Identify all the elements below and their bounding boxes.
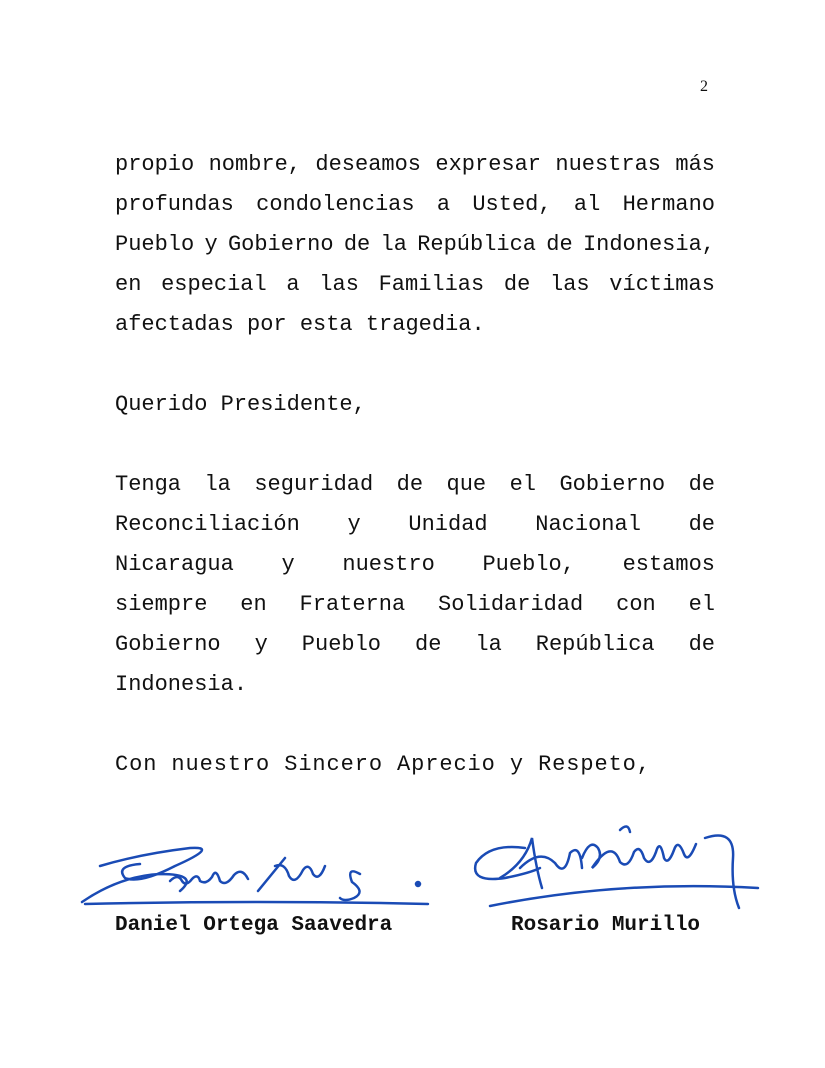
closing: Con nuestro Sincero Aprecio y Respeto, [115, 752, 651, 777]
word: Gobierno [115, 632, 221, 657]
word: y [347, 512, 361, 537]
word: de [343, 232, 371, 257]
word: la [380, 232, 407, 257]
word: de [503, 272, 531, 297]
body-line [115, 512, 715, 538]
word: Reconciliación [115, 512, 300, 537]
word: República [535, 632, 655, 657]
word: a [436, 192, 451, 217]
word: de [688, 472, 715, 497]
word: República [417, 232, 537, 257]
body-line [115, 152, 715, 178]
word: seguridad [254, 472, 374, 497]
word: Pueblo, [482, 552, 575, 577]
body-line [115, 232, 715, 258]
word: de [396, 472, 424, 497]
signature-rosario-murillo [470, 818, 770, 912]
word: Familias [378, 272, 485, 297]
word: de [688, 632, 715, 657]
body-line: afectadas por esta tragedia. [115, 312, 485, 337]
body-line [115, 272, 715, 298]
word: Usted, [472, 192, 552, 217]
word: Unidad [408, 512, 488, 537]
word: a [286, 272, 300, 297]
word: Gobierno [559, 472, 666, 497]
word: el [688, 592, 715, 617]
word: de [688, 512, 715, 537]
word: nuestro [342, 552, 435, 577]
word: la [475, 632, 502, 657]
signatory-name: Rosario Murillo [511, 914, 701, 937]
word: propio [115, 152, 195, 177]
word: Pueblo [115, 232, 195, 257]
word: Indonesia, [582, 232, 715, 257]
word: víctimas [609, 272, 715, 297]
body-line [115, 192, 715, 218]
word: nombre, [208, 152, 302, 177]
word: expresar [435, 152, 542, 177]
word: Hermano [622, 192, 715, 217]
word: Nicaragua [115, 552, 234, 577]
word: de [415, 632, 442, 657]
page-number: 2 [700, 78, 708, 95]
word: Solidaridad [438, 592, 584, 617]
word: especial [161, 272, 267, 297]
word: con [616, 592, 656, 617]
word: Fraterna [299, 592, 406, 617]
word: Pueblo [301, 632, 382, 657]
word: más [675, 152, 715, 177]
body-line [115, 592, 715, 618]
body-line [115, 472, 715, 498]
word: Nacional [535, 512, 641, 537]
word: siempre [115, 592, 208, 617]
word: Gobierno [227, 232, 334, 257]
word: que [446, 472, 487, 497]
word: deseamos [315, 152, 422, 177]
word: Tenga [115, 472, 182, 497]
signatory-name: Daniel Ortega Saavedra [115, 914, 393, 937]
word: profundas [115, 192, 234, 217]
signature-daniel-ortega [80, 836, 440, 908]
word: y [254, 632, 268, 657]
word: de [546, 232, 573, 257]
word: en [115, 272, 142, 297]
word: la [204, 472, 231, 497]
word: al [573, 192, 601, 217]
word: en [240, 592, 267, 617]
salutation: Querido Presidente, [115, 392, 366, 417]
word: el [509, 472, 537, 497]
word: y [281, 552, 295, 577]
word: las [319, 272, 359, 297]
body-line [115, 552, 715, 578]
word: nuestras [555, 152, 662, 177]
body-line: Indonesia. [115, 672, 248, 697]
word: estamos [622, 552, 715, 577]
word: condolencias [256, 192, 415, 217]
word: las [550, 272, 590, 297]
word: y [204, 232, 218, 257]
body-line [115, 632, 715, 658]
